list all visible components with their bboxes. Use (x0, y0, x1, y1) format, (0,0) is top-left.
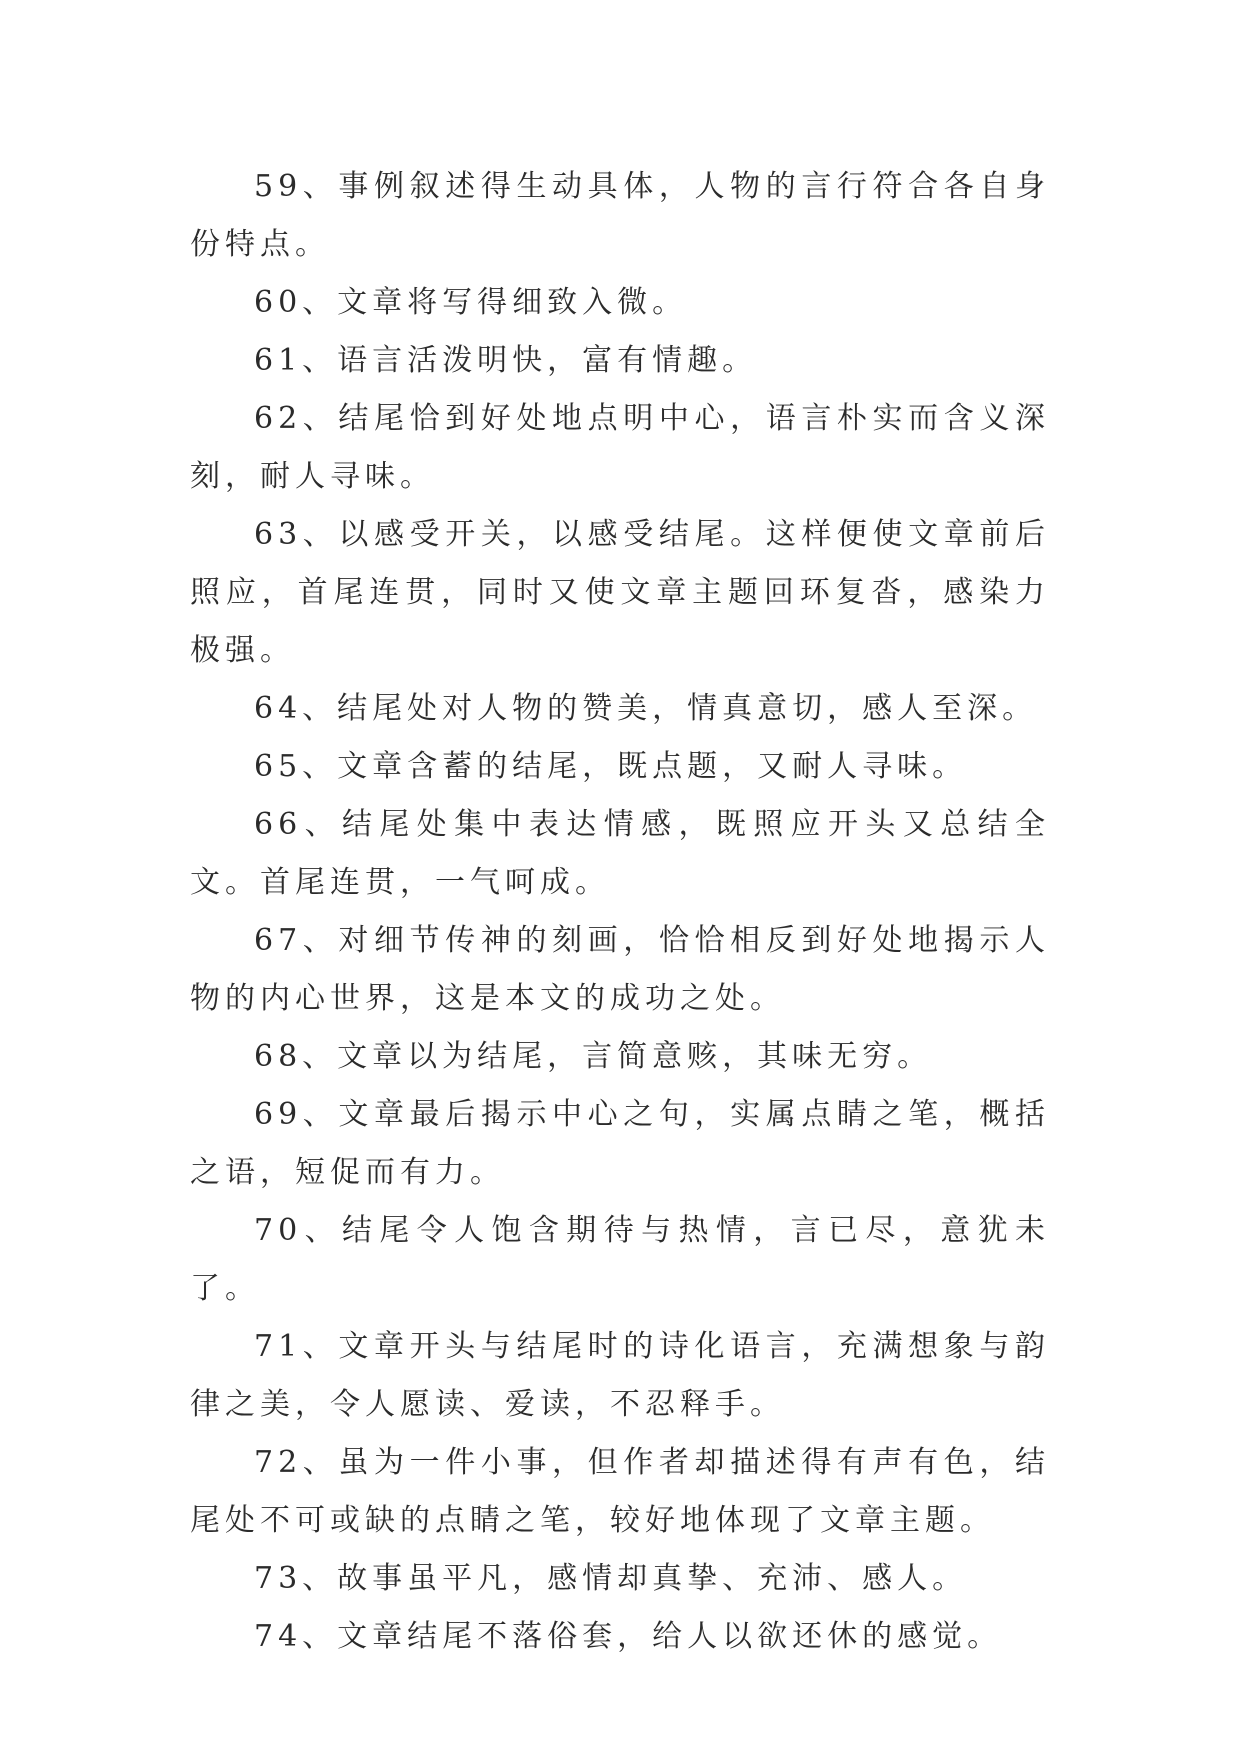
paragraph-66: 66、结尾处集中表达情感，既照应开头又总结全文。首尾连贯，一气呵成。 (190, 807, 1050, 900)
paragraph-69: 69、文章最后揭示中心之句，实属点睛之笔，概括之语，短促而有力。 (190, 1097, 1050, 1190)
paragraph-64: 64、结尾处对人物的赞美，情真意切，感人至深。 (254, 691, 1038, 726)
paragraph-61: 61、语言活泼明快，富有情趣。 (254, 343, 758, 378)
paragraph-62: 62、结尾恰到好处地点明中心，语言朴实而含义深刻，耐人寻味。 (190, 401, 1050, 494)
paragraph-65: 65、文章含蓄的结尾，既点题，又耐人寻味。 (254, 749, 968, 784)
paragraph-73: 73、故事虽平凡，感情却真挚、充沛、感人。 (254, 1561, 968, 1596)
document-body (190, 158, 1050, 1666)
paragraph-71: 71、文章开头与结尾时的诗化语言，充满想象与韵律之美，令人愿读、爱读，不忍释手。 (190, 1329, 1050, 1422)
paragraph-72: 72、虽为一件小事，但作者却描述得有声有色，结尾处不可或缺的点睛之笔，较好地体现了文章主题。 (190, 1445, 1050, 1538)
paragraph-74: 74、文章结尾不落俗套，给人以欲还休的感觉。 (254, 1619, 1003, 1654)
paragraph-60: 60、文章将写得细致入微。 (254, 285, 688, 320)
paragraph-67: 67、对细节传神的刻画，恰恰相反到好处地揭示人物的内心世界，这是本文的成功之处。 (190, 923, 1050, 1016)
paragraph-63: 63、以感受开关，以感受结尾。这样便使文章前后照应，首尾连贯，同时又使文章主题回环复沓，感染力极强。 (190, 517, 1050, 668)
paragraph-68: 68、文章以为结尾，言简意赅，其味无穷。 (254, 1039, 933, 1074)
paragraph-59: 59、事例叙述得生动具体，人物的言行符合各自身份特点。 (190, 169, 1050, 262)
paragraph-70: 70、结尾令人饱含期待与热情，言已尽，意犹未了。 (190, 1213, 1050, 1306)
